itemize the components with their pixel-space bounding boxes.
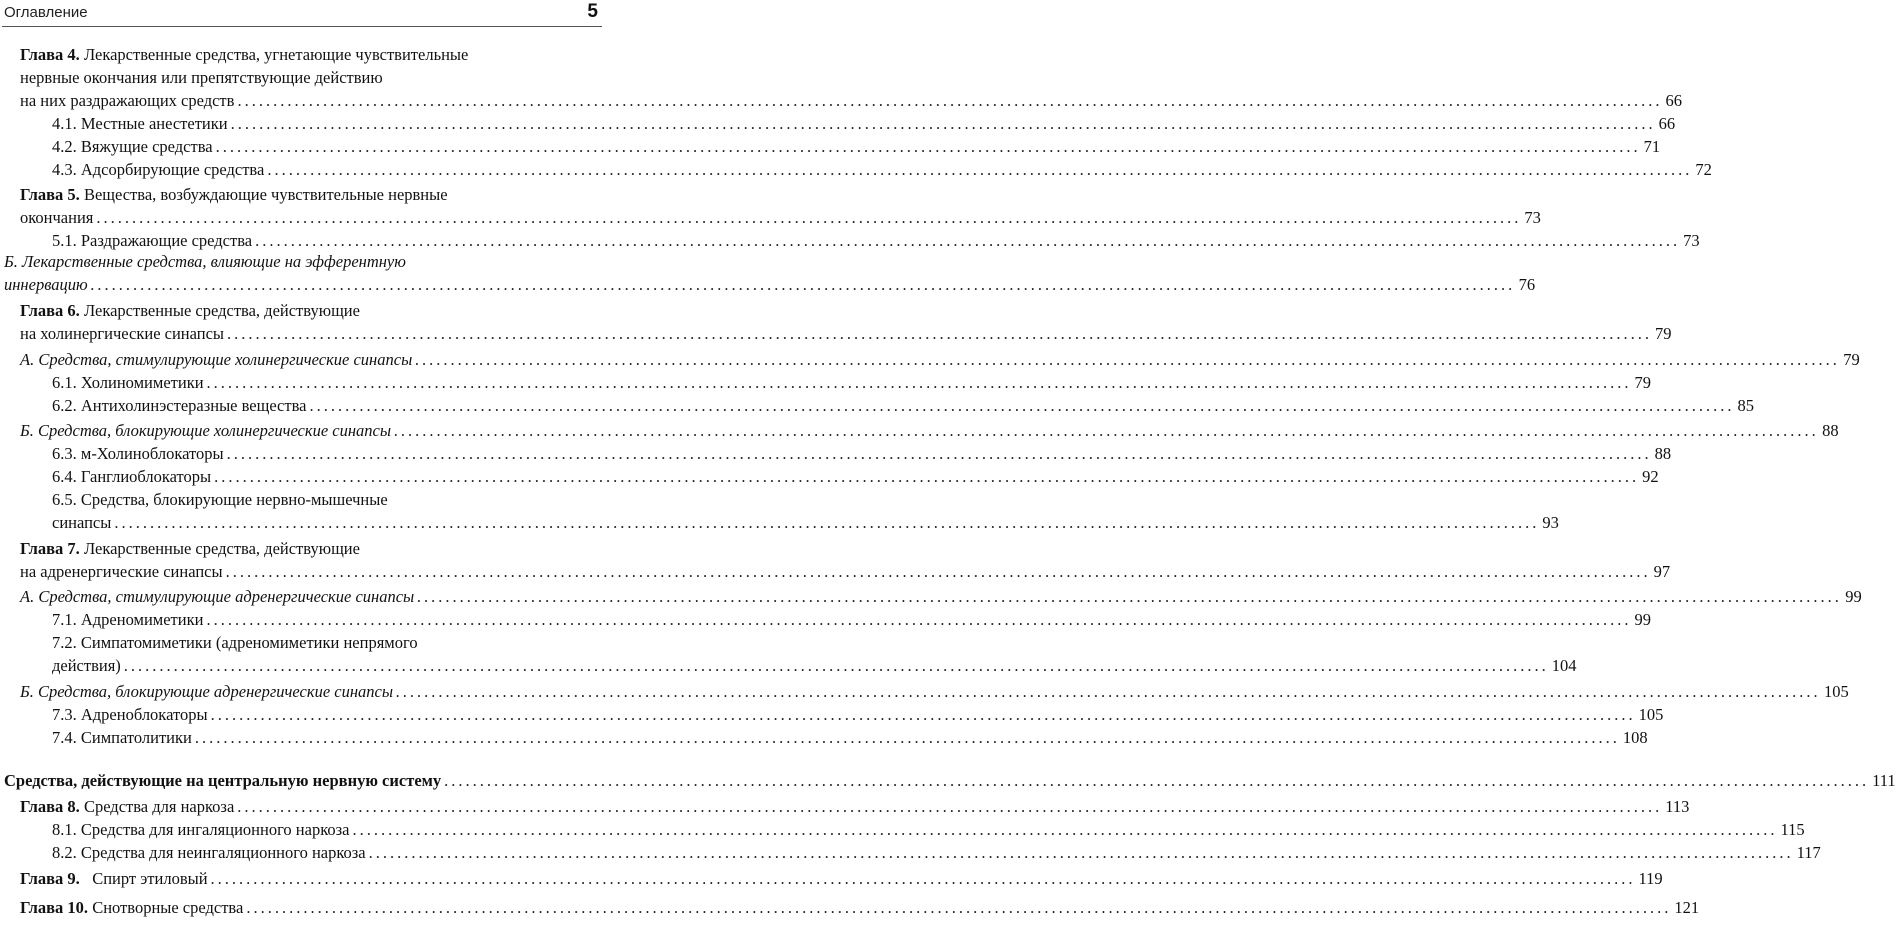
chapter-label: Глава 4. (20, 45, 80, 64)
toc-chapter-6-line-2[interactable] (20, 323, 1672, 345)
page-ref: 99 (1845, 587, 1862, 606)
toc-entry-6-2[interactable] (52, 395, 1754, 417)
entry-title: 6.4. Ганглиоблокаторы (52, 467, 212, 486)
page-ref: 97 (1653, 562, 1671, 581)
page-ref: 72 (1695, 160, 1712, 179)
toc-part-cns[interactable] (4, 770, 1896, 792)
part-title: иннервацию (4, 275, 88, 294)
dot-leader: ........................................................................................................................................................................................................ (96, 208, 1522, 227)
section-title: А. Средства, стимулирующие холинергические синапсы (20, 350, 413, 369)
section-title: Б. Средства, блокирующие адренергические синапсы (20, 682, 394, 701)
entry-title: 6.3. м-Холиноблокаторы (52, 444, 224, 463)
chapter-title: Снотворные средства (88, 898, 244, 917)
toc-section-6-a[interactable] (20, 349, 1860, 371)
dot-leader: ........................................................................................................................................................................................................ (210, 705, 1636, 724)
toc-chapter-7-line-1 (20, 538, 596, 560)
dot-leader: ........................................................................................................................................................................................................ (309, 396, 1735, 415)
toc-entry-6-5-line-2[interactable] (52, 512, 1559, 534)
chapter-label: Глава 9. (20, 869, 80, 888)
page-ref: 73 (1683, 231, 1700, 250)
dot-leader: ........................................................................................................................................................................................................ (194, 728, 1620, 747)
chapter-label: Глава 5. (20, 185, 80, 204)
toc-entry-4-1[interactable] (52, 113, 1676, 135)
page-ref: 88 (1822, 421, 1839, 440)
dot-leader: ........................................................................................................................................................................................................ (444, 771, 1870, 790)
toc-chapter-8[interactable] (20, 796, 1690, 818)
dot-leader: ........................................................................................................................................................................................................ (267, 160, 1693, 179)
toc-part-b-line-1 (4, 251, 596, 273)
toc-entry-7-2-line-1 (52, 632, 596, 654)
page-ref: 121 (1674, 898, 1700, 917)
dot-leader: ........................................................................................................................................................................................................ (114, 513, 1540, 532)
page-ref: 79 (1843, 350, 1860, 369)
dot-leader: ........................................................................................................................................................................................................ (394, 421, 1820, 440)
chapter-title: Лекарственные средства, действующие (79, 539, 360, 558)
toc-entry-5-1[interactable] (52, 230, 1700, 252)
dot-leader: ........................................................................................................................................................................................................ (123, 656, 1549, 675)
dot-leader: ........................................................................................................................................................................................................ (206, 373, 1632, 392)
entry-title: 4.1. Местные анестетики (52, 114, 228, 133)
entry-title: 7.4. Симпатолитики (52, 728, 192, 747)
page-ref: 66 (1665, 91, 1682, 110)
toc-entry-4-3[interactable] (52, 159, 1712, 181)
toc-chapter-5-line-1 (20, 184, 596, 206)
dot-leader: ........................................................................................................................................................................................................ (90, 275, 1516, 294)
dot-leader: ........................................................................................................................................................................................................ (214, 467, 1640, 486)
toc-entry-7-2-line-2[interactable] (52, 655, 1577, 677)
chapter-label: Глава 6. (20, 301, 80, 320)
entry-title: 6.2. Антихолинэстеразные вещества (52, 396, 307, 415)
entry-title: 8.1. Средства для ингаляционного наркоза (52, 820, 350, 839)
toc-entry-7-1[interactable] (52, 609, 1651, 631)
chapter-title: Средства для наркоза (79, 797, 235, 816)
toc-section-7-b[interactable] (20, 681, 1849, 703)
toc-chapter-7-line-2[interactable] (20, 561, 1671, 583)
entry-title: синапсы (52, 513, 112, 532)
toc-chapter-6-line-1 (20, 300, 596, 322)
entry-title: 5.1. Раздражающие средства (52, 231, 253, 250)
dot-leader: ........................................................................................................................................................................................................ (237, 91, 1663, 110)
toc-section-6-b[interactable] (20, 420, 1839, 442)
toc-entry-7-4[interactable] (52, 727, 1648, 749)
dot-leader: ........................................................................................................................................................................................................ (210, 869, 1636, 888)
toc-chapter-9[interactable] (20, 868, 1663, 890)
toc-chapter-4-line-3[interactable] (20, 90, 1682, 112)
toc-section-7-a[interactable] (20, 586, 1862, 608)
chapter-label: Глава 8. (20, 797, 80, 816)
dot-leader: ........................................................................................................................................................................................................ (215, 137, 1641, 156)
entry-title: 8.2. Средства для неингаляционного наркоза (52, 843, 366, 862)
page-ref: 73 (1524, 208, 1541, 227)
page-ref: 111 (1872, 771, 1896, 790)
toc-part-b-line-2[interactable] (4, 274, 1536, 296)
toc-chapter-10[interactable] (20, 897, 1700, 919)
toc-chapter-4-line-1 (20, 44, 596, 66)
chapter-title: Лекарственные средства, угнетающие чувствительные (79, 45, 469, 64)
dot-leader: ........................................................................................................................................................................................................ (206, 610, 1632, 629)
dot-leader: ........................................................................................................................................................................................................ (352, 820, 1778, 839)
page-ref: 85 (1737, 396, 1754, 415)
page-ref: 88 (1654, 444, 1672, 463)
page-number: 5 (587, 1, 598, 22)
toc-entry-8-2[interactable] (52, 842, 1821, 864)
section-title: А. Средства, стимулирующие адренергические синапсы (20, 587, 415, 606)
entry-title: 7.2. Симпатомиметики (адреномиметики непрямого (52, 633, 418, 652)
entry-title: 4.3. Адсорбирующие средства (52, 160, 265, 179)
dot-leader: ........................................................................................................................................................................................................ (396, 682, 1822, 701)
chapter-label: Глава 7. (20, 539, 80, 558)
page-ref: 93 (1542, 513, 1559, 532)
entry-title: 7.1. Адреномиметики (52, 610, 204, 629)
entry-title: действия) (52, 656, 121, 675)
entry-title: 4.2. Вяжущие средства (52, 137, 213, 156)
page-ref: 76 (1518, 275, 1536, 294)
part-title: Б. Лекарственные средства, влияющие на эфферентную (4, 252, 406, 271)
chapter-title: окончания (20, 208, 94, 227)
dot-leader: ........................................................................................................................................................................................................ (226, 324, 1652, 343)
toc-entry-6-4[interactable] (52, 466, 1659, 488)
dot-leader: ........................................................................................................................................................................................................ (226, 444, 1652, 463)
toc-entry-6-5-line-1 (52, 489, 596, 511)
dot-leader: ........................................................................................................................................................................................................ (246, 898, 1672, 917)
dot-leader: ........................................................................................................................................................................................................ (368, 843, 1794, 862)
toc-entry-4-2[interactable] (52, 136, 1661, 158)
chapter-title: на адренергические синапсы (20, 562, 223, 581)
entry-title: 6.1. Холиномиметики (52, 373, 204, 392)
page-ref: 113 (1665, 797, 1690, 816)
page-ref: 99 (1634, 610, 1651, 629)
dot-leader: ........................................................................................................................................................................................................ (225, 562, 1651, 581)
page-ref: 92 (1642, 467, 1659, 486)
page-ref: 66 (1658, 114, 1676, 133)
dot-leader: ........................................................................................................................................................................................................ (255, 231, 1681, 250)
running-header-title: Оглавление (4, 4, 88, 21)
toc-chapter-5-line-2[interactable] (20, 207, 1541, 229)
dot-leader: ........................................................................................................................................................................................................ (417, 587, 1843, 606)
section-title: Б. Средства, блокирующие холинергические синапсы (20, 421, 392, 440)
page-ref: 104 (1551, 656, 1577, 675)
page-ref: 105 (1824, 682, 1849, 701)
chapter-title: на них раздражающих средств (20, 91, 235, 110)
chapter-title: Вещества, возбуждающие чувствительные нервные (79, 185, 448, 204)
chapter-title: на холинергические синапсы (20, 324, 224, 343)
toc-entry-6-3[interactable] (52, 443, 1672, 465)
page-ref: 119 (1638, 869, 1663, 888)
chapter-title: Лекарственные средства, действующие (79, 301, 360, 320)
page-ref: 105 (1638, 705, 1664, 724)
page-ref: 71 (1643, 137, 1661, 156)
chapter-title: нервные окончания или препятствующие действию (20, 68, 383, 87)
page-ref: 115 (1780, 820, 1805, 839)
part-title: Средства, действующие на центральную нервную систему (4, 771, 442, 790)
toc-entry-8-1[interactable] (52, 819, 1805, 841)
dot-leader: ........................................................................................................................................................................................................ (230, 114, 1656, 133)
chapter-label: Глава 10. (20, 898, 89, 917)
page-ref: 117 (1796, 843, 1821, 862)
chapter-title: Спирт этиловый (79, 869, 208, 888)
page-ref: 108 (1622, 728, 1648, 747)
entry-title: 6.5. Средства, блокирующие нервно-мышечные (52, 490, 388, 509)
page-ref: 79 (1654, 324, 1672, 343)
dot-leader: ........................................................................................................................................................................................................ (415, 350, 1841, 369)
toc-chapter-4-line-2 (20, 67, 596, 89)
toc-entry-7-3[interactable] (52, 704, 1664, 726)
page-ref: 79 (1634, 373, 1652, 392)
toc-entry-6-1[interactable] (52, 372, 1652, 394)
entry-title: 7.3. Адреноблокаторы (52, 705, 208, 724)
dot-leader: ........................................................................................................................................................................................................ (237, 797, 1663, 816)
